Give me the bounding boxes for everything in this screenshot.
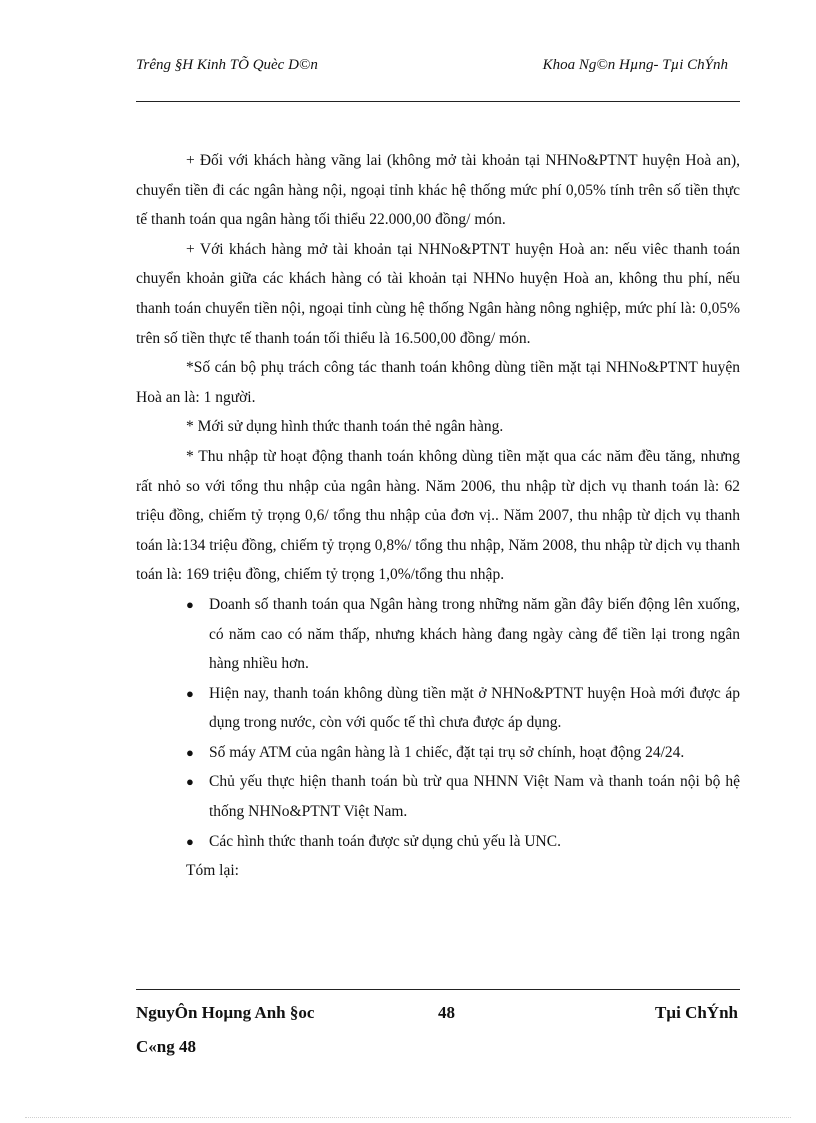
header-rule <box>136 101 740 102</box>
bullet-icon: ● <box>186 833 194 849</box>
bullet-list <box>136 590 740 856</box>
paragraph-walk-in-customer-fee: + Đối với khách hàng vãng lai (không mở tài khoản tại NHNo&PTNT huyện Hoà an), chuyển tiền đi các ngân hàng nội, ngoại tỉnh khác hệ thống mức phí 0,05% tính trên số tiền thực tế thanh toán qua ngân hàng tối thiểu 22.000,00 đồng/ món. <box>136 152 740 229</box>
summary-label: Tóm lại: <box>186 862 239 880</box>
document-body <box>136 146 740 886</box>
header-school-name: Trêng §H Kinh TÕ Quèc D©n <box>136 57 318 73</box>
list-item-text: Chủ yếu thực hiện thanh toán bù trừ qua NHNN Việt Nam và thanh toán nội bộ hệ thống NHNo&PTNT Việt Nam. <box>209 773 740 821</box>
list-item-text: Hiện nay, thanh toán không dùng tiền mặt ở NHNo&PTNT huyện Hoà mới được áp dụng trong nước, còn với quốc tế thì chưa được áp dụng. <box>209 684 740 732</box>
footer-page-number: 48 <box>438 1003 455 1022</box>
header-faculty-name: Khoa Ng©n Hµng- Tµi ChÝnh <box>542 57 728 73</box>
footer-author-name: NguyÔn Hoµng Anh §oc <box>136 1003 315 1022</box>
bullet-icon: ● <box>186 596 194 612</box>
bullet-icon: ● <box>186 685 194 701</box>
paragraph-staff-count: *Số cán bộ phụ trách công tác thanh toán không dùng tiền mặt tại NHNo&PTNT huyện Hoà an là: 1 người. <box>136 359 740 406</box>
footer-class: C«ng 48 <box>136 1037 196 1056</box>
list-item <box>136 827 740 857</box>
paragraph-income: * Thu nhập từ hoạt động thanh toán không dùng tiền mặt qua các năm đều tăng, nhưng rất nhỏ so với tổng thu nhập của ngân hàng. Năm 2006, thu nhập từ dịch vụ thanh toán là: 62 triệu đồng, chiếm tỷ trọng 0,6/ tổng thu nhập của đơn vị.. Năm 2007, thu nhập từ dịch vụ thanh toán là:134 triệu đồng, chiếm tỷ trọng 0,8%/ tổng thu nhập, Năm 2008, thu nhập từ dịch vụ thanh toán là: 169 triệu đồng, chiếm tỷ trọng 1,0%/tổng thu nhập. <box>136 447 740 584</box>
bullet-icon: ● <box>186 774 194 790</box>
bullet-icon: ● <box>186 744 194 760</box>
list-item <box>136 767 740 826</box>
list-item <box>136 590 740 679</box>
footer-subject: Tµi ChÝnh <box>654 1003 738 1022</box>
list-item-text: Số máy ATM của ngân hàng là 1 chiếc, đặt tại trụ sở chính, hoạt động 24/24. <box>209 743 685 761</box>
paragraph-account-holder-fee: + Với khách hàng mở tài khoản tại NHNo&PTNT huyện Hoà an: nếu viêc thanh toán chuyển khoản giữa các khách hàng có tài khoản tại NHNo huyện Hoà an, không thu phí, nếu thanh toán chuyển tiền nội, ngoại tỉnh cùng hệ thống Ngân hàng nông nghiệp, mức phí là: 0,05% trên số tiền thực tế thanh toán tối thiểu là 16.500,00 đồng/ món. <box>136 240 740 347</box>
list-item-text: Các hình thức thanh toán được sử dụng chủ yếu là UNC. <box>209 832 561 850</box>
list-item <box>136 738 740 768</box>
footer-rule <box>136 989 740 990</box>
list-item-text: Doanh số thanh toán qua Ngân hàng trong những năm gần đây biến động lên xuống, có năm cao có năm thấp, nhưng khách hàng đang ngày càng để tiền lại trong ngân hàng nhiều hơn. <box>209 595 740 673</box>
paragraph-card-payment: * Mới sử dụng hình thức thanh toán thẻ ngân hàng. <box>186 418 504 436</box>
page-border-dotted <box>25 1117 791 1118</box>
list-item <box>136 679 740 738</box>
